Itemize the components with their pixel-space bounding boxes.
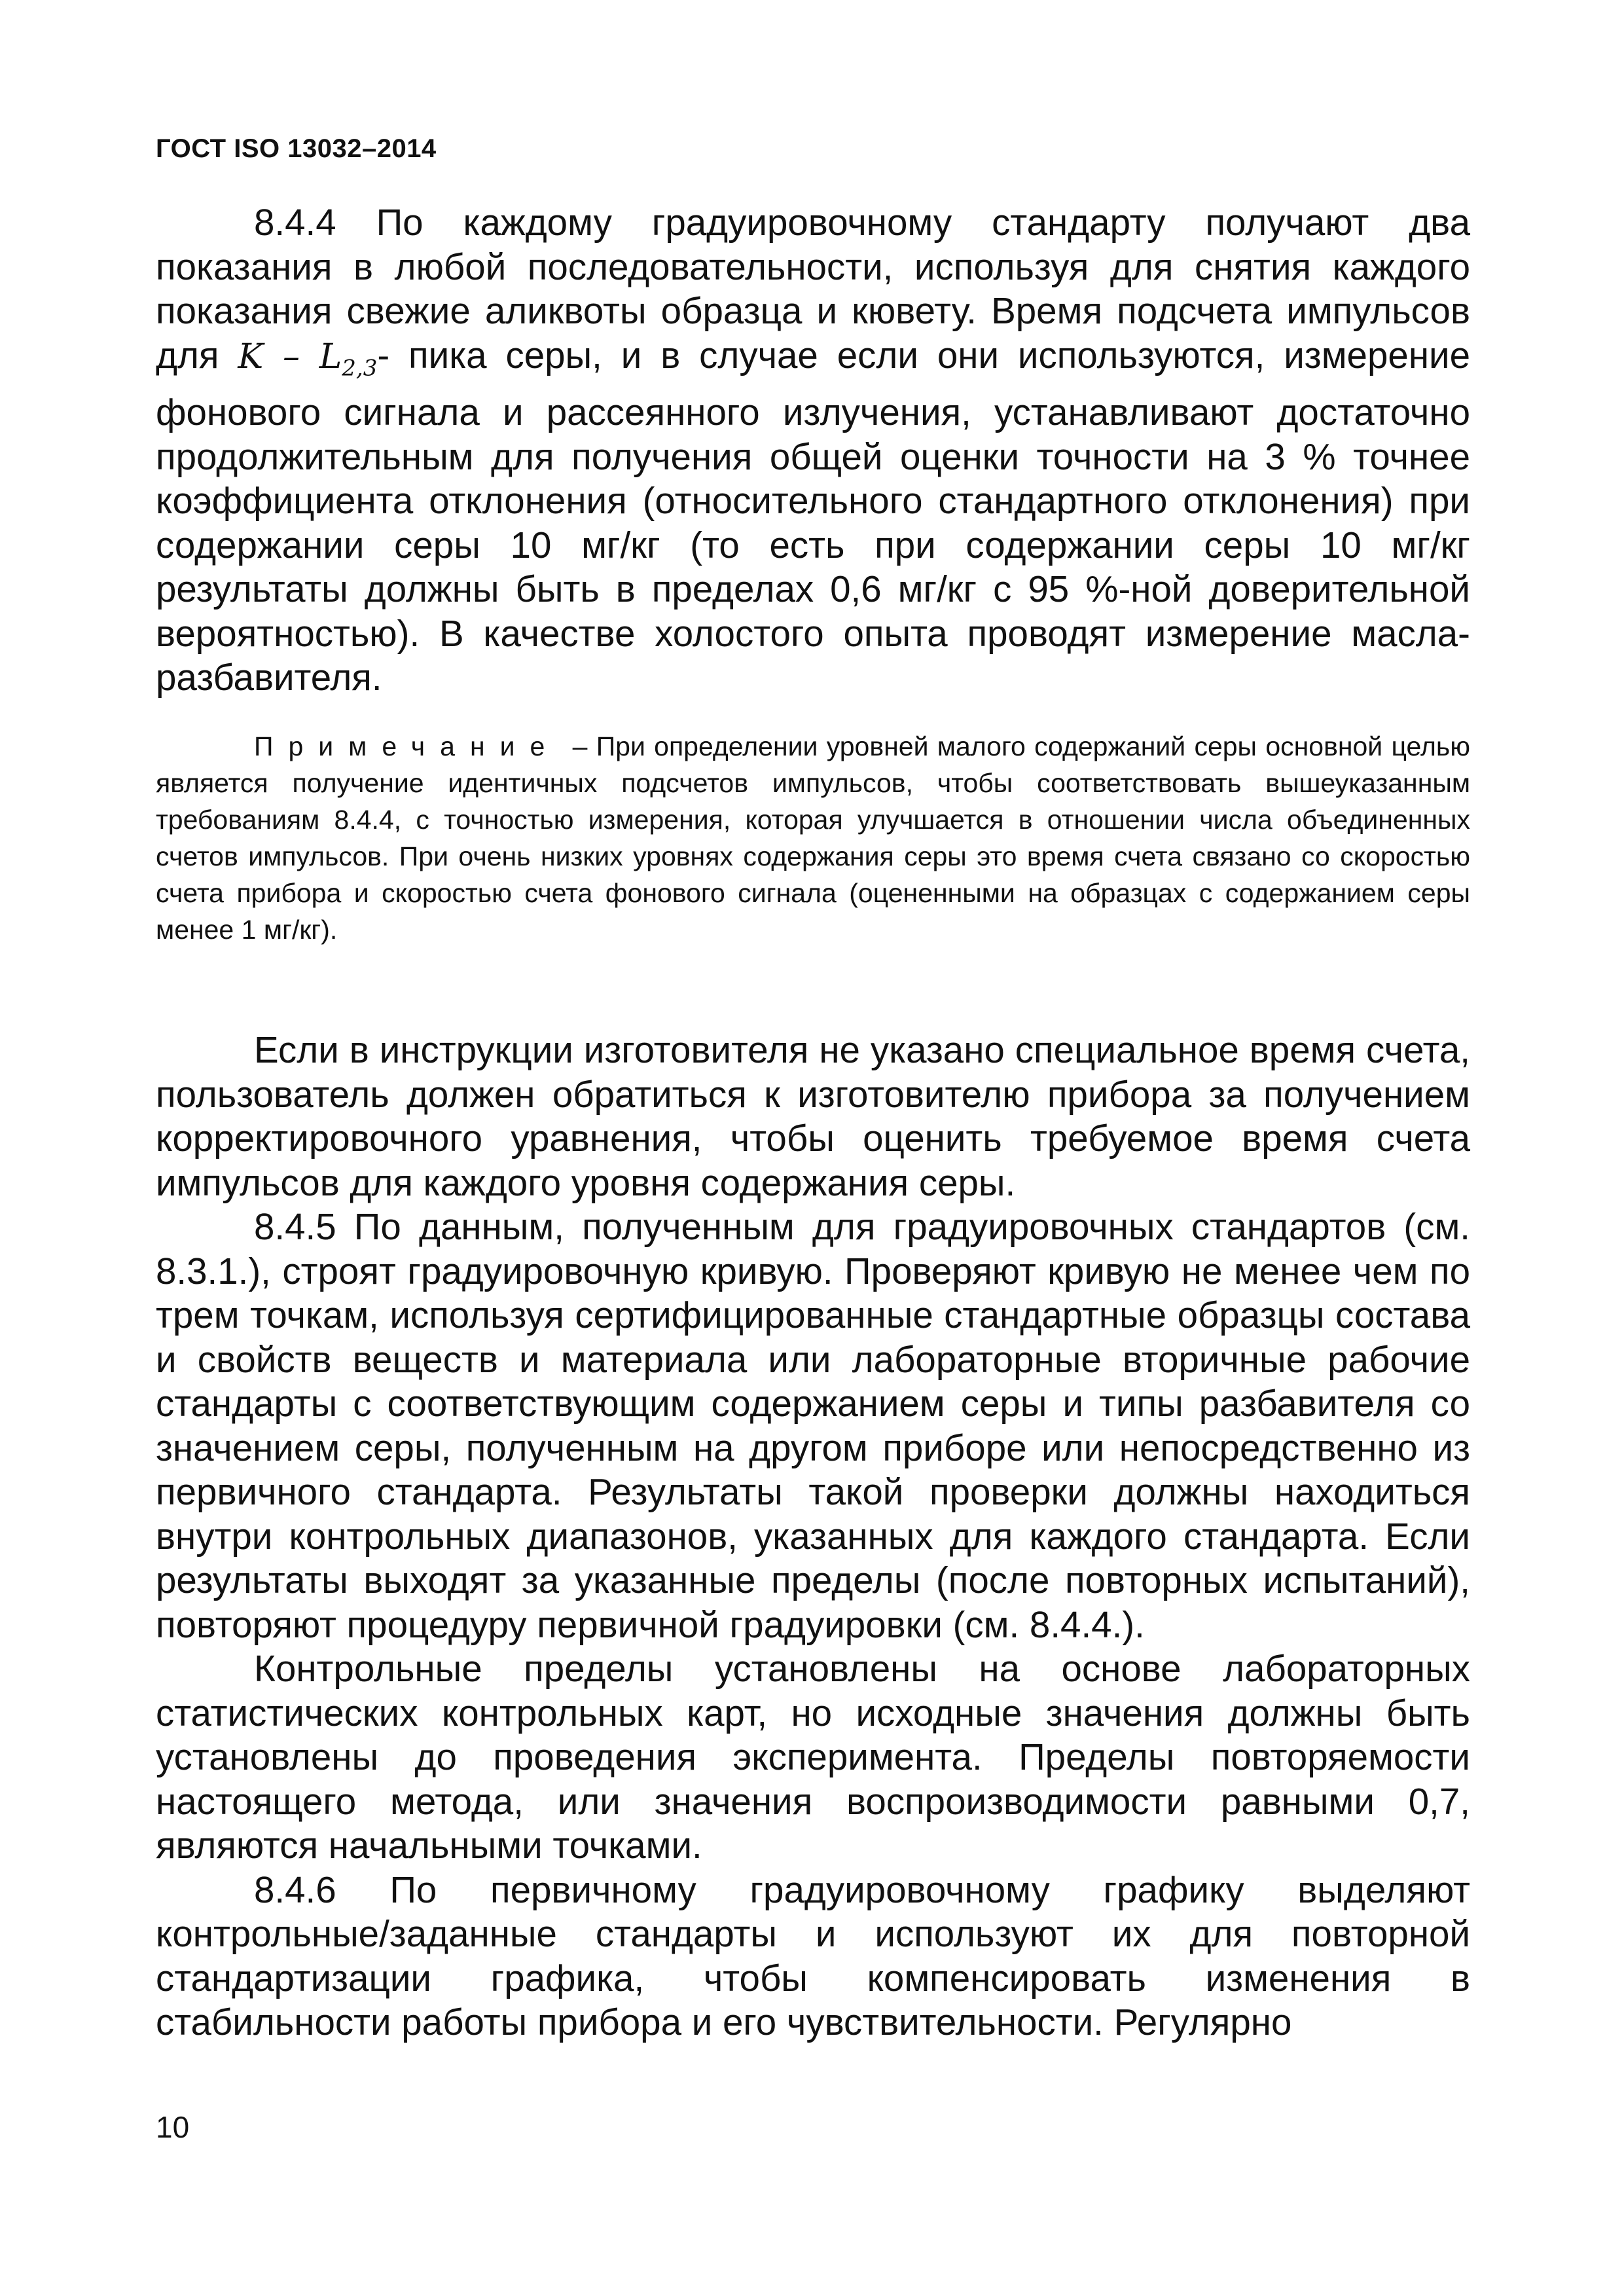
paragraph-8-4-6: 8.4.6 По первичному градуировочному графику выделяют контрольные/заданные стандарты и используют их для повторной стандартизации графика, чтобы компенсировать изменения в стабильности работы прибора и его чувствительности. Регулярно: [156, 1868, 1470, 2043]
note-block: [156, 728, 1470, 948]
paragraph-control-limits: Контрольные пределы установлены на основе лабораторных статистических контрольных карт, но исходные значения должны быть установлены до проведения эксперимента. Пределы повторяемости настоящего метода, или значения воспроизводимости равными 0,7, являются начальными точками.: [156, 1648, 1470, 1866]
main-text-block: [156, 1028, 1470, 2045]
paragraph-text: 8.4.4 По каждому градуировочному стандарту получают два показания в любой последовательности, используя для снятия каждого показания свежие аликвоты образца и кювету. Время подсчета импульсов для: [156, 202, 1470, 376]
note-text: – При определении уровней малого содержаний серы основной целью является получение идентичных подсчетов импульсов, чтобы соответствовать вышеуказанным требованиям 8.4.4, с точностью измерения, которая улучшается в отношении числа объединенных счетов импульсов. При очень низких уровнях содержания серы это время счета связано со скоростью счета прибора и скоростью счета фонового сигнала (оцененными на образцах с содержанием серы менее 1 мг/кг).: [156, 731, 1470, 945]
paragraph-manufacturer: Если в инструкции изготовителя не указано специальное время счета, пользователь должен обратиться к изготовителю прибора за получением корректировочного уравнения, чтобы оценить требуемое время счета импульсов для каждого уровня содержания серы.: [156, 1029, 1470, 1203]
paragraph-8-4-4: [156, 200, 1470, 700]
paragraph-8-4-5: 8.4.5 По данным, полученным для градуировочных стандартов (см. 8.3.1.), строят градуировочную кривую. Проверяют кривую не менее чем по трем точкам, используя сертифицированные стандартные образцы состава и свойств веществ и материала или лабораторные вторичные рабочие стандарты с соответствующим содержанием серы и типы разбавителя со значением серы, полученным на другом приборе или непосредственно из первичного стандарта. Результаты такой проверки должны находиться внутри контрольных диапазонов, указанных для каждого стандарта. Если результаты выходят за указанные пределы (после повторных испытаний), повторяют процедуру первичной градуировки (см. 8.4.4.).: [156, 1206, 1470, 1645]
document-header: ГОСТ ISO 13032–2014: [156, 134, 437, 163]
note-label: Примечание: [254, 731, 560, 761]
paragraph-text: - пика серы, и в случае если они используются, измерение фонового сигнала и рассеянного излучения, устанавливают достаточно продолжительным для получения общей оценки точности на 3 % точнее коэффициента отклонения (относительного стандартного отклонения) при содержании серы 10 мг/кг (то есть при содержании серы 10 мг/кг результаты должны быть в пределах 0,6 мг/кг с 95 %-ной доверительной вероятностью). В качестве холостого опыта проводят измерение масла-разбавителя.: [156, 334, 1470, 699]
formula-k-l: K – $L_{2,3}$: [238, 337, 378, 381]
page-number: 10: [156, 2110, 190, 2144]
section-8-4-4: [156, 200, 1470, 700]
